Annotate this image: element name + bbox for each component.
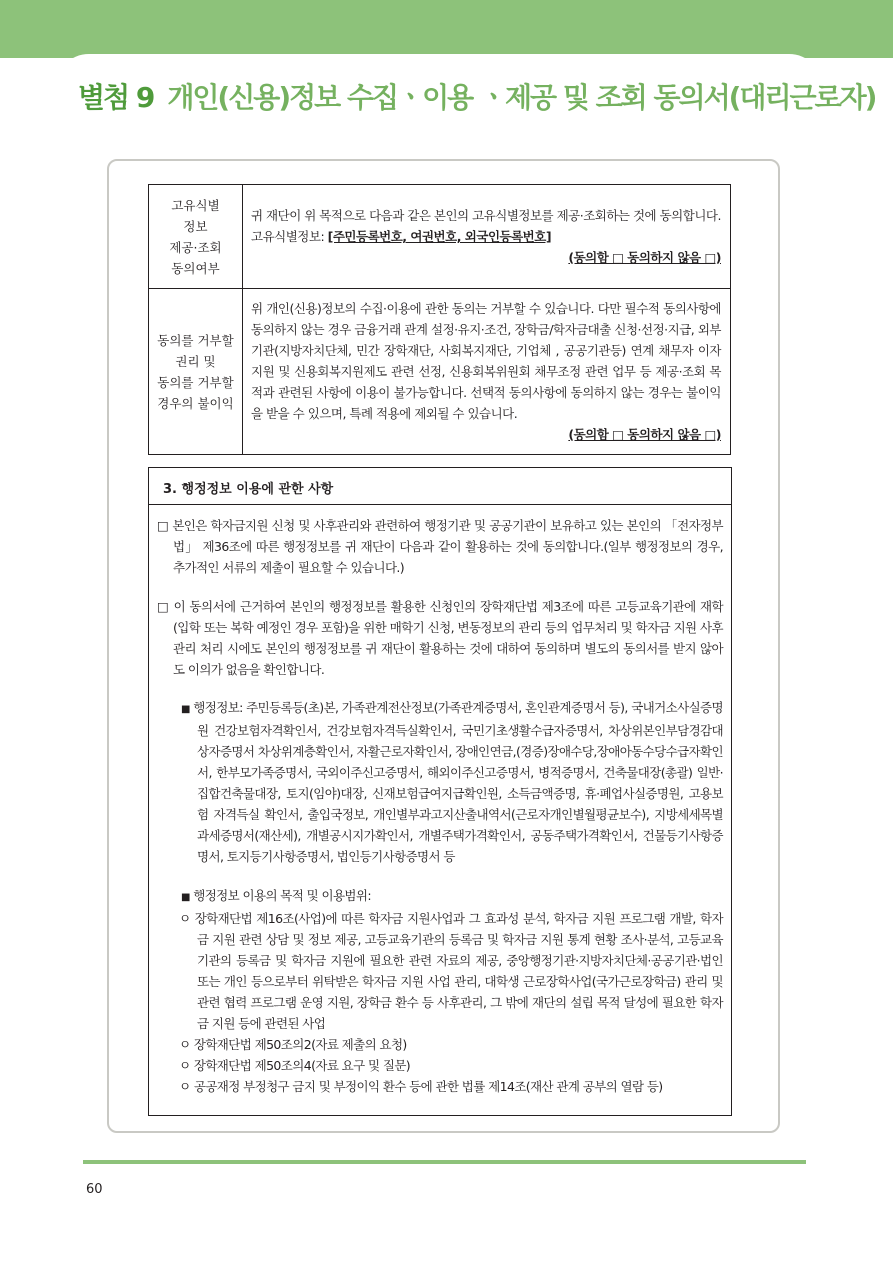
square-bullet-icon: ■ [181,892,190,903]
header-band [0,0,893,58]
admin-info-list: ■ 행정정보: 주민등록등(초)본, 가족관계전산정보(가족관계증명서, 혼인관계증명서 등), 국내거소사실증명원 건강보험자격확인서, 건강보험자격득실확인서, 국민기초생활수급자증명서, 차상위본인부담경감대상자증명서 차상위계층확인서, 자활근로자확인서, 장애인연금,(경증)장애수당,장애아동수당수급자확인서, 한부모가족증명서, 국외이주신고증명서, 해외이주신고증명서, 병적증명서, 건축물대장(총괄) 일반·집합건축물대장, 토지(임야)대장, 신재보험급여지급확인원, 소득금액증명, 휴·폐업사실증명원, 고용보험 자격득실 확인서, 출입국정보, 개인별부과고지산출내역서(근로자개인별월평균보수), 지방세세목별과세증명서(재산세), 개별공시지가확인서, 개별주택가격확인서, 공동주택가격확인서, 건물등기사항증명서, 토지등기사항증명서, 법인등기사항증명서 등 [181,700,723,864]
row-content [243,289,731,455]
consent-table [148,184,731,455]
purpose-heading: ■ 행정정보 이용의 목적 및 이용범위: [181,888,371,903]
consent-paragraph: □ 이 동의서에 근거하여 본인의 행정정보를 활용한 신청인의 장학재단법 제3조에 따른 고등교육기관에 재학(입학 또는 복학 예정인 경우 포함)을 위한 매학기 신청, 변동정보의 관리 등의 업무처리 및 학자금 지원 사후관리 처리 시에도 본인의 행정정보를 귀 재단이 활용하는 것에 대하여 동의하며 별도의 동의서를 받지 않아도 이의가 없음을 확인합니다. [157,599,723,677]
consent-statement: 귀 재단이 위 목적으로 다음과 같은 본인의 고유식별정보를 제공·조회하는 것에 동의합니다. [251,208,721,223]
consent-row-refusal [149,289,731,455]
row-label: 동의를 거부할 권리 및 동의를 거부할 경우의 불이익 [149,289,243,455]
square-bullet-icon: ■ [181,704,190,715]
consent-paragraph: □ 본인은 학자금지원 신청 및 사후관리와 관련하여 행정기관 및 공공기관이 보유하고 있는 본인의 「전자정부법」 제36조에 따른 행정정보를 귀 재단이 다음과 같이 활용하는 것에 동의합니다.(일부 행정정보의 경우, 추가적인 서류의 제출이 필요할 수 있습니다.) [157,518,723,575]
annex-label: 별첨 9 [78,81,154,114]
list-item: ㅇ 장학재단법 제16조(사업)에 따른 학자금 지원사업과 그 효과성 분석, 학자금 지원 프로그램 개발, 학자금 지원 관련 상담 및 정보 제공, 고등교육기관의 등록금 및 학자금 지원 통계 현황 조사·분석, 고등교육기관의 등록금 및 학자금 지원에 필요한 관련 자료의 제공, 중앙행정기관·지방자치단체·공공기관·법인 또는 개인 등으로부터 위탁받은 학자금 지원 사업 관리, 대학생 근로장학사업(국가근로장학금) 관리 및 관련 협력 프로그램 운영 지원, 장학금 환수 등 사후관리, 그 밖에 재단의 설립 목적 달성에 필요한 학자금 지원 등에 관련된 사업 [179,911,723,1031]
section-heading: 3. 행정정보 이용에 관한 사항 [149,468,731,505]
document-title: 개인(신용)정보 수집ㆍ이용 ㆍ제공 및 조회 동의서(대리근로자) [167,81,876,114]
page-title [78,76,875,116]
footer-rule [83,1160,806,1164]
list-item: ㅇ 공공재정 부정청구 금지 및 부정이익 환수 등에 관한 법률 제14조(재산 관계 공부의 열람 등) [179,1079,663,1094]
list-item: ㅇ 장학재단법 제50조의2(자료 제출의 요청) [179,1037,407,1052]
section-body [149,505,731,1097]
list-item: ㅇ 장학재단법 제50조의4(자료 요구 및 질문) [179,1058,411,1073]
row-label: 고유식별 정보 제공·조회 동의여부 [149,185,243,289]
consent-row-unique-id [149,185,731,289]
refusal-statement: 위 개인(신용)정보의 수집·이용에 관한 동의는 거부할 수 있습니다. 다만 필수적 동의사항에 동의하지 않는 경우 금융거래 관계 설정·유지·조건, 장학금/학자금대출 신청·선정·지급, 외부기관(지방자치단체, 민간 장학재단, 사회복지재단, 기업체 , 공공기관등) 연계 채무자 이자지원 및 신용회복지원제도 관련 선정, 신용회복위원회 채무조정 관련 업무 등 제공·조회 목적과 관련된 사항에 이용이 불가능합니다. 선택적 동의사항에 동의하지 않는 경우는 불이익을 받을 수 있으며, 특례 적용에 제외될 수 있습니다. [251,301,721,421]
row-content [243,185,731,289]
section-admin-info [148,467,732,1116]
agree-checkboxes[interactable]: (동의함 □ 동의하지 않음 □) [568,427,721,442]
unique-id-types: [주민등록번호, 여권번호, 외국인등록번호] [327,229,552,244]
page-number: 60 [86,1182,103,1197]
unique-id-line: 고유식별정보: [주민등록번호, 여권번호, 외국인등록번호] [251,229,552,244]
purpose-list [157,908,723,1097]
agree-checkboxes[interactable]: (동의함 □ 동의하지 않음 □) [568,250,721,265]
